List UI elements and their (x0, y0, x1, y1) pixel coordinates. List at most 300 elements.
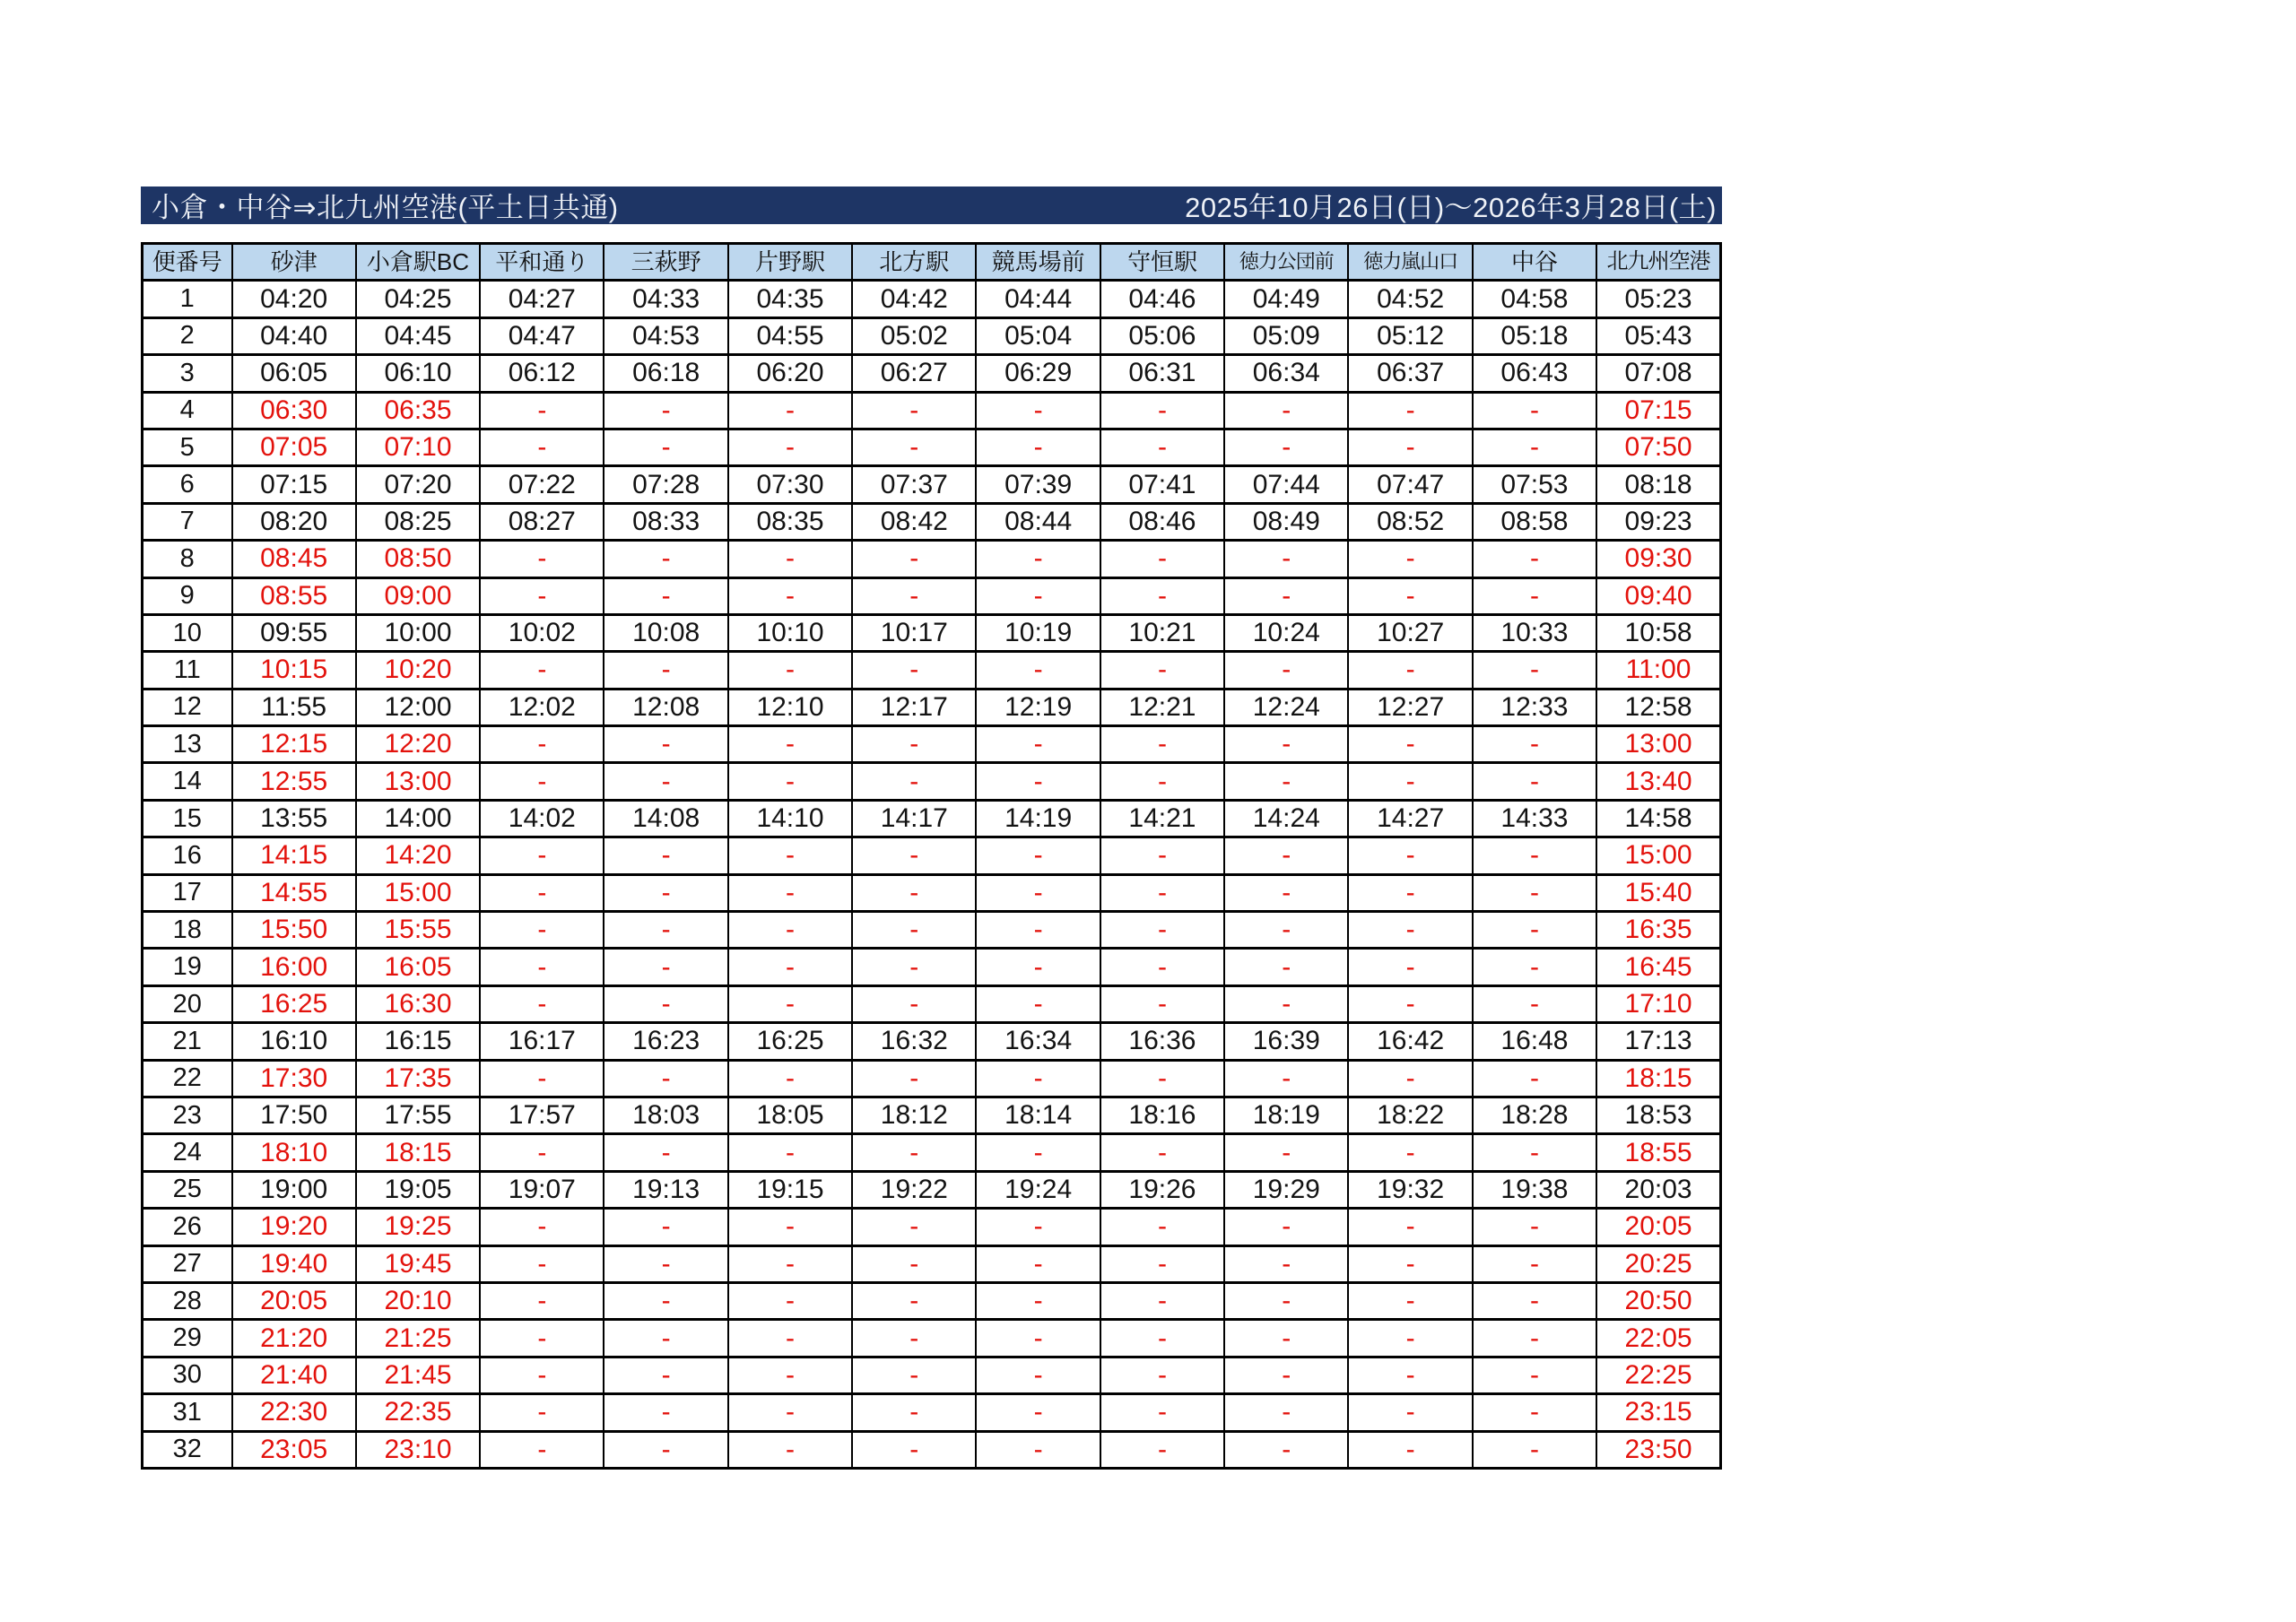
cell-time: 19:25 (356, 1209, 480, 1245)
cell-time: - (480, 1060, 604, 1097)
cell-trip-number: 5 (143, 429, 232, 465)
cell-time: 14:15 (232, 837, 356, 874)
cell-time: 10:21 (1100, 614, 1224, 651)
cell-time: 16:35 (1596, 912, 1720, 949)
cell-time: - (1224, 1245, 1348, 1282)
cell-time: - (1348, 1282, 1472, 1319)
cell-time: - (1224, 1060, 1348, 1097)
cell-time: 06:05 (232, 355, 356, 392)
cell-time: 08:45 (232, 541, 356, 577)
cell-time: - (728, 1282, 852, 1319)
cell-time: 04:46 (1100, 281, 1224, 317)
cell-time: 15:00 (356, 874, 480, 911)
cell-time: 05:12 (1348, 317, 1472, 354)
cell-trip-number: 8 (143, 541, 232, 577)
column-header-8: 守恒駅 (1100, 244, 1224, 281)
cell-time: - (604, 837, 727, 874)
cell-time: - (604, 949, 727, 985)
cell-time: - (852, 1282, 976, 1319)
cell-time: - (852, 429, 976, 465)
cell-time: 04:20 (232, 281, 356, 317)
cell-time: - (480, 392, 604, 429)
cell-time: 12:02 (480, 689, 604, 725)
cell-time: 14:55 (232, 874, 356, 911)
cell-time: 23:15 (1596, 1394, 1720, 1431)
cell-trip-number: 14 (143, 763, 232, 800)
cell-time: 10:24 (1224, 614, 1348, 651)
cell-time: 21:20 (232, 1320, 356, 1357)
table-row (143, 1171, 1721, 1208)
cell-time: - (976, 985, 1100, 1022)
cell-time: 12:27 (1348, 689, 1472, 725)
cell-time: - (1100, 912, 1224, 949)
cell-time: - (852, 392, 976, 429)
cell-time: 08:46 (1100, 503, 1224, 540)
cell-time: - (1473, 949, 1596, 985)
cell-time: 08:52 (1348, 503, 1472, 540)
cell-time: 09:30 (1596, 541, 1720, 577)
cell-time: - (1348, 1134, 1472, 1171)
cell-time: 10:27 (1348, 614, 1472, 651)
cell-time: - (604, 1282, 727, 1319)
cell-time: 11:55 (232, 689, 356, 725)
cell-time: - (1473, 577, 1596, 614)
cell-time: 14:58 (1596, 800, 1720, 837)
cell-time: 08:35 (728, 503, 852, 540)
cell-time: 16:34 (976, 1023, 1100, 1060)
cell-time: - (604, 1320, 727, 1357)
table-row (143, 466, 1721, 503)
cell-time: 07:44 (1224, 466, 1348, 503)
cell-time: - (1224, 1282, 1348, 1319)
cell-time: 23:50 (1596, 1431, 1720, 1468)
table-row (143, 1394, 1721, 1431)
cell-time: - (1100, 652, 1224, 689)
cell-time: 16:23 (604, 1023, 727, 1060)
cell-trip-number: 7 (143, 503, 232, 540)
cell-time: 10:17 (852, 614, 976, 651)
cell-time: - (1348, 985, 1472, 1022)
cell-time: 18:03 (604, 1097, 727, 1133)
cell-time: 18:28 (1473, 1097, 1596, 1133)
cell-time: - (852, 1431, 976, 1468)
cell-time: 23:05 (232, 1431, 356, 1468)
cell-time: 17:50 (232, 1097, 356, 1133)
cell-time: 16:00 (232, 949, 356, 985)
cell-time: - (976, 1320, 1100, 1357)
cell-time: 20:05 (232, 1282, 356, 1319)
cell-time: - (1224, 874, 1348, 911)
cell-time: - (1348, 1394, 1472, 1431)
cell-time: - (1224, 1134, 1348, 1171)
cell-time: - (1348, 726, 1472, 763)
table-row (143, 1060, 1721, 1097)
cell-time: 14:10 (728, 800, 852, 837)
cell-time: 10:08 (604, 614, 727, 651)
cell-time: - (852, 912, 976, 949)
cell-time: - (1473, 1357, 1596, 1393)
cell-time: - (1224, 949, 1348, 985)
cell-time: 21:40 (232, 1357, 356, 1393)
cell-time: 06:29 (976, 355, 1100, 392)
column-header-6: 北方駅 (852, 244, 976, 281)
cell-time: 07:50 (1596, 429, 1720, 465)
cell-time: - (480, 577, 604, 614)
cell-time: - (976, 1209, 1100, 1245)
table-row (143, 429, 1721, 465)
cell-time: 16:15 (356, 1023, 480, 1060)
cell-time: - (1224, 1357, 1348, 1393)
cell-time: - (1473, 1060, 1596, 1097)
cell-time: 17:30 (232, 1060, 356, 1097)
column-header-3: 平和通り (480, 244, 604, 281)
cell-time: - (852, 1060, 976, 1097)
cell-trip-number: 25 (143, 1171, 232, 1208)
cell-time: 16:45 (1596, 949, 1720, 985)
column-header-0: 便番号 (143, 244, 232, 281)
cell-trip-number: 20 (143, 985, 232, 1022)
cell-time: - (1100, 874, 1224, 911)
cell-trip-number: 11 (143, 652, 232, 689)
cell-time: 19:45 (356, 1245, 480, 1282)
cell-time: - (728, 726, 852, 763)
cell-time: - (1100, 1394, 1224, 1431)
cell-time: 15:40 (1596, 874, 1720, 911)
cell-time: 04:52 (1348, 281, 1472, 317)
cell-time: 12:21 (1100, 689, 1224, 725)
title-bar (141, 186, 1722, 224)
cell-time: - (1473, 1134, 1596, 1171)
cell-time: - (1348, 874, 1472, 911)
cell-time: - (1348, 652, 1472, 689)
cell-time: - (604, 541, 727, 577)
cell-time: 12:33 (1473, 689, 1596, 725)
cell-time: 04:45 (356, 317, 480, 354)
cell-time: 10:02 (480, 614, 604, 651)
cell-trip-number: 26 (143, 1209, 232, 1245)
cell-time: 19:26 (1100, 1171, 1224, 1208)
cell-time: - (1224, 837, 1348, 874)
cell-time: - (976, 1357, 1100, 1393)
cell-time: 07:05 (232, 429, 356, 465)
column-header-7: 競馬場前 (976, 244, 1100, 281)
cell-time: - (852, 1209, 976, 1245)
cell-time: 13:00 (1596, 726, 1720, 763)
cell-time: - (1224, 1320, 1348, 1357)
cell-time: - (1473, 541, 1596, 577)
cell-time: - (1473, 1431, 1596, 1468)
cell-time: - (604, 1134, 727, 1171)
cell-time: - (852, 985, 976, 1022)
cell-time: - (1100, 1134, 1224, 1171)
cell-time: - (1473, 1394, 1596, 1431)
cell-trip-number: 29 (143, 1320, 232, 1357)
cell-time: 06:43 (1473, 355, 1596, 392)
cell-trip-number: 24 (143, 1134, 232, 1171)
cell-trip-number: 1 (143, 281, 232, 317)
cell-time: - (728, 652, 852, 689)
cell-time: - (852, 837, 976, 874)
cell-time: - (480, 1394, 604, 1431)
cell-time: 19:22 (852, 1171, 976, 1208)
cell-time: 12:17 (852, 689, 976, 725)
timetable (141, 242, 1722, 1470)
cell-time: - (480, 429, 604, 465)
cell-time: - (976, 763, 1100, 800)
table-row (143, 577, 1721, 614)
cell-time: - (1100, 1245, 1224, 1282)
cell-time: - (1100, 1320, 1224, 1357)
cell-time: 19:00 (232, 1171, 356, 1208)
cell-time: - (852, 652, 976, 689)
cell-time: - (1473, 1209, 1596, 1245)
cell-time: 12:08 (604, 689, 727, 725)
cell-time: - (604, 1394, 727, 1431)
cell-time: - (976, 1431, 1100, 1468)
cell-trip-number: 6 (143, 466, 232, 503)
cell-time: 15:50 (232, 912, 356, 949)
cell-time: 10:33 (1473, 614, 1596, 651)
cell-time: 05:06 (1100, 317, 1224, 354)
cell-time: - (976, 726, 1100, 763)
cell-time: 06:35 (356, 392, 480, 429)
table-row (143, 985, 1721, 1022)
cell-time: 17:57 (480, 1097, 604, 1133)
cell-time: - (728, 912, 852, 949)
cell-time: - (604, 985, 727, 1022)
cell-time: 07:08 (1596, 355, 1720, 392)
cell-time: - (976, 1245, 1100, 1282)
cell-time: 05:23 (1596, 281, 1720, 317)
table-row (143, 1097, 1721, 1133)
cell-time: - (604, 912, 727, 949)
cell-time: - (1473, 1282, 1596, 1319)
cell-time: - (728, 874, 852, 911)
cell-time: - (1348, 541, 1472, 577)
cell-time: - (480, 1282, 604, 1319)
column-header-11: 中谷 (1473, 244, 1596, 281)
column-header-5: 片野駅 (728, 244, 852, 281)
cell-time: 18:10 (232, 1134, 356, 1171)
table-row (143, 317, 1721, 354)
cell-time: 16:17 (480, 1023, 604, 1060)
cell-time: - (480, 652, 604, 689)
cell-time: 18:14 (976, 1097, 1100, 1133)
cell-time: 07:15 (232, 466, 356, 503)
cell-time: - (976, 949, 1100, 985)
cell-time: 19:13 (604, 1171, 727, 1208)
cell-time: 16:32 (852, 1023, 976, 1060)
cell-time: - (1224, 726, 1348, 763)
cell-time: - (976, 392, 1100, 429)
cell-time: - (1224, 1209, 1348, 1245)
cell-time: - (728, 1209, 852, 1245)
table-row (143, 1357, 1721, 1393)
cell-time: - (1100, 1431, 1224, 1468)
cell-time: - (1224, 912, 1348, 949)
cell-time: - (1224, 541, 1348, 577)
cell-time: 04:44 (976, 281, 1100, 317)
cell-time: 11:00 (1596, 652, 1720, 689)
cell-time: 19:38 (1473, 1171, 1596, 1208)
cell-time: 14:00 (356, 800, 480, 837)
cell-time: 12:24 (1224, 689, 1348, 725)
cell-time: 12:15 (232, 726, 356, 763)
cell-time: - (480, 1134, 604, 1171)
cell-time: - (728, 1431, 852, 1468)
table-row (143, 874, 1721, 911)
cell-time: - (1348, 763, 1472, 800)
cell-time: 07:53 (1473, 466, 1596, 503)
cell-time: - (1473, 985, 1596, 1022)
cell-trip-number: 17 (143, 874, 232, 911)
cell-time: - (480, 985, 604, 1022)
cell-time: - (728, 837, 852, 874)
cell-time: - (728, 1320, 852, 1357)
cell-trip-number: 4 (143, 392, 232, 429)
cell-time: - (852, 1357, 976, 1393)
cell-time: 05:02 (852, 317, 976, 354)
cell-time: 07:15 (1596, 392, 1720, 429)
cell-time: - (1100, 541, 1224, 577)
cell-time: 04:58 (1473, 281, 1596, 317)
cell-time: 04:49 (1224, 281, 1348, 317)
cell-trip-number: 23 (143, 1097, 232, 1133)
cell-time: - (480, 541, 604, 577)
cell-time: - (1100, 985, 1224, 1022)
table-row (143, 763, 1721, 800)
cell-time: 08:49 (1224, 503, 1348, 540)
cell-time: - (604, 874, 727, 911)
cell-time: - (728, 949, 852, 985)
cell-time: 23:10 (356, 1431, 480, 1468)
cell-time: - (852, 874, 976, 911)
cell-time: - (1224, 985, 1348, 1022)
cell-time: 20:05 (1596, 1209, 1720, 1245)
cell-time: - (976, 577, 1100, 614)
cell-time: - (1348, 1320, 1472, 1357)
cell-time: - (728, 577, 852, 614)
column-header-2: 小倉駅BC (356, 244, 480, 281)
cell-time: - (1224, 429, 1348, 465)
cell-time: - (604, 429, 727, 465)
column-header-9: 徳力公団前 (1224, 244, 1348, 281)
cell-time: - (728, 541, 852, 577)
cell-time: 17:13 (1596, 1023, 1720, 1060)
cell-time: 04:47 (480, 317, 604, 354)
cell-time: - (1348, 1357, 1472, 1393)
cell-time: - (976, 541, 1100, 577)
cell-time: - (976, 1282, 1100, 1319)
cell-time: 09:23 (1596, 503, 1720, 540)
cell-trip-number: 15 (143, 800, 232, 837)
cell-trip-number: 27 (143, 1245, 232, 1282)
cell-time: - (480, 874, 604, 911)
cell-time: - (480, 1209, 604, 1245)
cell-time: 20:03 (1596, 1171, 1720, 1208)
cell-time: - (728, 985, 852, 1022)
table-row (143, 1431, 1721, 1468)
cell-trip-number: 18 (143, 912, 232, 949)
table-row (143, 1245, 1721, 1282)
cell-time: - (1473, 429, 1596, 465)
cell-time: 08:50 (356, 541, 480, 577)
cell-time: - (1473, 392, 1596, 429)
cell-time: - (976, 429, 1100, 465)
cell-time: - (1348, 1245, 1472, 1282)
cell-time: 07:20 (356, 466, 480, 503)
cell-time: 04:27 (480, 281, 604, 317)
table-row (143, 614, 1721, 651)
cell-time: 19:20 (232, 1209, 356, 1245)
cell-time: - (1100, 577, 1224, 614)
cell-time: 08:25 (356, 503, 480, 540)
table-row (143, 652, 1721, 689)
cell-time: - (976, 837, 1100, 874)
cell-time: 10:10 (728, 614, 852, 651)
cell-time: - (976, 1394, 1100, 1431)
table-row (143, 281, 1721, 317)
cell-time: 09:40 (1596, 577, 1720, 614)
cell-time: 22:25 (1596, 1357, 1720, 1393)
cell-time: 13:00 (356, 763, 480, 800)
cell-time: - (852, 1245, 976, 1282)
cell-time: 12:19 (976, 689, 1100, 725)
cell-time: 07:47 (1348, 466, 1472, 503)
cell-time: - (604, 763, 727, 800)
cell-time: 17:10 (1596, 985, 1720, 1022)
cell-time: 17:55 (356, 1097, 480, 1133)
cell-time: 06:12 (480, 355, 604, 392)
cell-time: 12:00 (356, 689, 480, 725)
cell-time: 05:04 (976, 317, 1100, 354)
cell-time: 18:15 (356, 1134, 480, 1171)
cell-time: 10:15 (232, 652, 356, 689)
cell-time: - (480, 1320, 604, 1357)
cell-time: - (728, 392, 852, 429)
cell-time: - (1348, 1060, 1472, 1097)
cell-time: 14:02 (480, 800, 604, 837)
cell-time: - (1224, 763, 1348, 800)
cell-time: 14:33 (1473, 800, 1596, 837)
cell-time: 19:32 (1348, 1171, 1472, 1208)
cell-time: 15:00 (1596, 837, 1720, 874)
cell-time: 17:35 (356, 1060, 480, 1097)
table-row (143, 1320, 1721, 1357)
column-header-12: 北九州空港 (1596, 244, 1720, 281)
cell-time: - (604, 577, 727, 614)
table-row (143, 1209, 1721, 1245)
cell-time: - (604, 726, 727, 763)
cell-time: 18:16 (1100, 1097, 1224, 1133)
cell-time: - (1224, 1431, 1348, 1468)
cell-time: 10:19 (976, 614, 1100, 651)
cell-time: - (1100, 949, 1224, 985)
cell-time: - (480, 1245, 604, 1282)
cell-trip-number: 31 (143, 1394, 232, 1431)
cell-time: 08:58 (1473, 503, 1596, 540)
cell-time: - (1100, 837, 1224, 874)
table-row (143, 355, 1721, 392)
cell-time: - (1100, 1209, 1224, 1245)
cell-time: - (1348, 1431, 1472, 1468)
cell-time: - (852, 1320, 976, 1357)
cell-trip-number: 3 (143, 355, 232, 392)
cell-time: 18:22 (1348, 1097, 1472, 1133)
table-row (143, 1023, 1721, 1060)
date-range: 2025年10月26日(日)～2026年3月28日(土) (1185, 191, 1717, 223)
cell-time: - (1473, 763, 1596, 800)
